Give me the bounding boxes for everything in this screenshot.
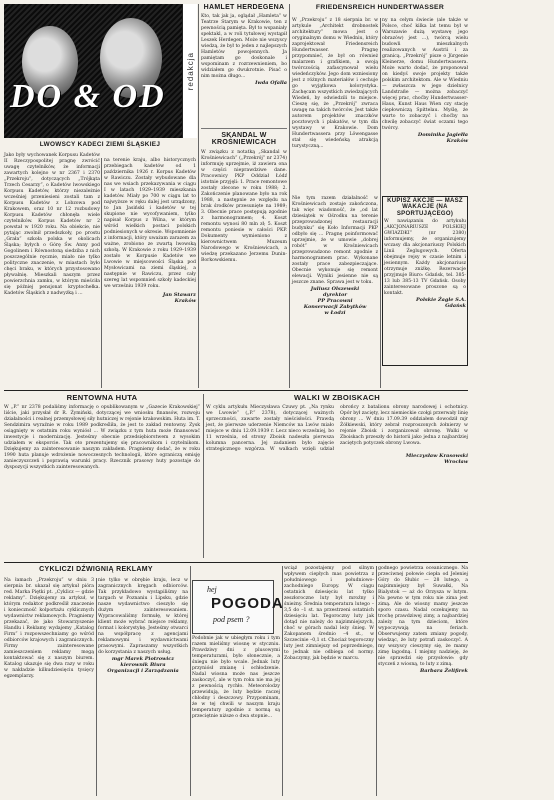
section-divider [4,390,468,391]
logo-line-2: POGODA [211,595,284,612]
article-rentowna-huta [4,394,200,558]
article-pogoda-continued [284,566,374,796]
masthead-illustration [4,4,182,138]
article-body: wciąż pozostajemy pod silnym wpływem ciepłych mas powietrza z południowego i południowo-zachodniego Europy. W ciągu ostatnich dziesięciu lat tylko zeszłoroczne luty był mroźny i śnieżny. Średnia temperatura lutego –3,5 do –1 st. na przestrzeni ostatnich dziesięciu lat. Tegoroczny luty jak dotąd nie należy do najzimniejszych, choć w górach nadal leży śnieg. W Zakopanem średnio –4 st., w Szczecinie –0,1 st. Chociaż tegoroczny luty jest zimniejszy od poprzedniego, to jednak nie odbiega od normy. Zobaczymy, jak będzie w marcu. [284,566,374,661]
article-title: LWOWSCY KADECI ZIEMI ŚLĄSKIEJ [39,141,161,148]
article-cykliczi [4,578,94,796]
article-kupisz [382,196,468,366]
article-signature: mgr Marek Piotrowicz kierownik Biura Organizacji i Zarządzania [107,656,179,674]
masthead-side-label [182,4,197,138]
article-body: Podobnie jak w ubiegłym roku i tym razem mieliśmy wiosnę w styczniu. Prawdziwy dni z plusowymi temperaturami, było słonecznie, a śniegu nie było wcale. Jednak luty przyniósł zmianę i ochłodzenie. Nadal wiosna może nas jeszcze zaskoczyć, ale w tym roku nie ma jej z pewnością rychło. Meteorolodzy przewidują, że luty będzie raczej chłodny i deszczowy. Przypominam, że w tej chwili w naszym kraju temperatury zgodnie z normą są przeciętnie niższe o dwa stopnie... [192,636,280,719]
article-body: godnego powietrza oceanicznego. Na przeciwnej połowie ciepła od Jeleniej Góry do Słubic — 28 lutego, a najzimniejszy był Suwałki, Na Bialystok — aż do Orzysza w lutym. Na pewno w tym roku nie zima jest zimą. Ale do wiosny mamy jeszcze sporo czasu. Nadal oczekujemy na trochę prawdziwej zimy, a najbardziej zależy na tym dzieciom, które wypoczywają na feriach. Obserwujemy zatem zmiany pogody, wiedząc, że luty potrafi zaskoczyć. A my wszyscy cieszymy się, że mamy zimę łagodną. I miejmy nadzieję, że nie sprawdzi się przysłowie: gdy styczeń z wiosną, to luty z zimą. [378,566,468,667]
article-title: CYKLICZI DŹWIGNIĄ REKLAMY [39,566,153,573]
article-signature: Iwda Ofalla [255,80,287,87]
article-body: Kto, tak jak ja, oglądał „Hamleta” w Teatrze Starym w Krakowie, ten z pewnością pamięta. Był to wspaniały spektakl, a w roli tytułowej wystąpił Leszek Herdegen. Może nie wszyscy wiedzą, że był to jeden z najlepszych Hamletów powojennych. Ja pamiętam go doskonale i wspominam z rozrzewnieniem, bo widziałem go dwukrotnie. Pisać o nim można długo... [201,14,287,80]
article-friedensreich-continued [382,18,468,192]
column-rule [96,578,97,796]
column-rule [289,4,290,388]
pogoda-logo [192,580,284,634]
masthead-title: DO & OD [10,78,166,115]
column-rule [380,18,381,388]
article-body: W cyklu artykułu Mieczysława Czuwy pt. „Na rynku we Lwowie” („P.” 2378), dotyczącej ważnych sprzeczności, zawarte zostały nieścisłości. Prawdą jest, że pierwsze uderzenie Niemców na Lwów miało miejsce w dniu 12.09.1939 r. Lecz nieco wcześniej, bo 11 września, od strony Zboisk nadeszła pierwsza kolumna pancerna. Jej zadaniem było zajęcie strategicznego wzgórza. W walkach wzięli udział obrońcy z batalionu obrony narodowej i ochotnicy. Opór był zacięty, lecz niemieckie czołgi przerwały linię obrony ... W dniu 17.09.39 oddziałem dowodził mjr Żółkiewski, który zebrał rozproszonych żołnierzy w rejonie Zboisk i zorganizował obronę. Walki w Zboiskach przeszły do historii jako jedna z najbardziej zaciętych potyczek obrony Lwowa. [206,404,468,452]
article-title: WALKI W ZBOISKACH [293,393,381,402]
divider [201,128,287,129]
article-skandal [201,132,287,386]
column-rule [203,394,204,558]
article-body: ny na celym świecie (ale także w Polsce, choć kilka lat temu był w Warszawie dużą wystawę jego obrazów) jest ...), twórcą wielu budowli mieszkalnych realizowanych w Austrii i za granicą. „Przekrój” pisze o Jürgenie Kleinerze, domu Hundertwassera. Może warto dodać, że proponował on kiedyś swoje projekty także polskim architektom. Ale w Wiedniu — zwłaszcza w jego dzielnicy Landstraße — można zobaczyć więcej prac, choćby Hundertwasser-Haus, Kunst Haus Wien czy stację ciepłowniczą Spittelau. Myślę, że warto to zobaczyć i choćby na chwilę zobaczyć świat oczami tego twórcy. [382,18,468,131]
logo-line-1: hej [207,585,217,594]
article-body: W „P.” nr 2378 podaliśmy informację o opublikowanym w „Gazecie Krakowskiej” liście, jaki przysłał dr R. Żymiński, dotyczącej we wniosku finansów, rozwoju działalności i realnej przemysłowej siły hutniczej w rejonie krakowskim. Huta im. T. Sendzimira wyraźnie w roku 1989 podkreśliła, że jest to zakład rentowny. Zysk osiągnięty w ostatnim roku wyniósł ... W związku z tym huta może finansować inwestycje i modernizację. Jesteśmy obecnie przedsiębiorstwem z wysokim udziałem w eksporcie. Tak oto prezentujemy się pracownikom i czytelnikom. Dziękujemy za zainteresowanie naszym zakładem. Pragniemy dodać, że w roku 1990 huta planuje wdrożenie nowoczesnych technologii, które ograniczą emisję zanieczyszczeń i poprawią warunki pracy. Rzecznik prasowy huty pozostaje do dyspozycji wszystkich zainteresowanych. [4,404,200,470]
article-title: SKANDAL W KROŚNIEWICACH [211,132,277,147]
article-friedensreich [292,18,378,192]
article-lwowscy-continued [104,158,196,388]
article-signature: Polskie Żagle S.A. Gdańsk [416,296,466,309]
article-krosniewice-reply [292,196,378,386]
article-signature: Mieczysław Krasowski Wrocław [405,452,468,465]
article-cykliczi-header [4,566,188,578]
article-friedensreich-header [292,4,468,18]
article-signature: Barbara Żelifirek [420,668,468,674]
article-body: na terenie kraju, albo historycznych przebiegach kadetów od 1 października 1926 r. Korpus Kadetów w Rawiczu. Zostały wybudowane dla nas we wsiach przekazywania w ciągu I w latach 1929–1939 mieszkania kadetów. Miały po 700 w ciągu lat to najwyższe w ręku dalej jest urządzony, to Jan Jasiński i kadetów w tej skupione nie wycofywaniem, tylko napisał Korpus z Wilna, w którym wśród wielkich postaci polskich podniesionych w okresie. Wspomnienie z informacji, który uważam zarazem za ważne, zrobiono ze zwartą lwowską szkołą. W Krakowie z roku 1929–1939 zostało w Korpusie Kadetów we Lwowie w miejscowości Śląska pod Mysłowicami na ziemi śląskiej, a następnie w Rawiczu, przez cały szereg lat wspomnień szkoły kadeckiej we wrześniu 1939 roku. [104,158,196,289]
article-body: Jako były wychowanek Korpusu Kadetów II Rzeczypospolitej pragnę zwrócić uwagę czytelników, że informacji zawartych kolejno w nr 2367 i 2370 „Przekroju”, dotyczących „Trójkąta Trzech Cesarzy”, o Kadetów lwowskiego Korpusu Kadetów, którzy niezależnie wcześniej przeniesieni zostali tam z Korpusu Kadetów z Lobzowa pod Krakowem, oraz 10 nr 12 rozbudowy Korpusu Kadetów chłonęła wiele czytelników. Korpus Kadetów nr 2 powstał w 1920 roku. Na obiekcie, nie pytając zwolnił przedszkoły, po prostu „Grała” szkoła polska w okolicach Śląska; byłych o Górę Św. Anny pod Gogolinem i Równostoną siedziba z nich poszczególnie ręcznie, miało nie tylko polityczne znaczenie, w miastach było chęci braku, w których przystosowano pływalnię. Mieszkali naszym przez powierzchnia zamku, w którym mieściła się później pensjonat kryptochełka. Kadetów Śląskich z nadwyżką i ... [4,152,100,296]
side-label-text: redakcja [185,51,195,91]
article-signature: Jan Stawarz Kraków [162,292,196,304]
article-walki-zboiska [206,394,468,558]
article-body: W nawiązaniu do artykułu „AKCJONARIUSZE POLSKIEJ GWIAZDKI” (nr 2380) informujemy, że organizujemy wczasy dla akcjonariuszy Polskich Linii Żeglugowych. Oferta obejmuje rejsy w czasie letnim i jesiennym. Każdy akcjonariusz otrzymuje zniżkę. Rezerwacje przyjmuje Biuro: Gdańsk, tel. 385-13 lub 385-13 TV Gdańsk. Osoby zainteresowane proszone są o kontakt. [384,218,466,296]
article-title: FRIEDENSREICH HUNDERTWASSER [315,4,445,11]
logo-line-3: pod psem ? [213,615,250,624]
article-title: HAMLET HERDEGENA [203,4,285,11]
article-pogoda [192,636,280,796]
article-body: W związku z notatką „Skandal w Krośniewicach” („Przekrój” nr 2374) informuję uprzejmie, iż zawiera ona w części nieprawdziwe dane. Pracownicy PKP Oddział Łódź istotnie przyjęli: 1. Prace remontowe zostały zlecone w roku 1988; 2. Zakończenie planowane było na rok 1988, a następnie ze względu na brak środków przesunięte na 1989; 3. Obecnie prace postępują zgodnie z harmonogramem; 4. Koszt remontu wynosi 80 mln zł; 5. Koszt remontu poniesie w całości PKP. Dokumenty wymieniono z kierownictwem Muzeum Narodowego w Krośniewicach, a wiedzę przekazano Jerzemu Dunin-Borkowskiemu. [201,149,288,263]
article-cykliczi-continued [98,578,188,796]
article-hamlet [201,4,287,126]
column-rule [198,4,199,388]
article-signature: Juliusz Olszewski dyrektor PP Pracowni Konserwacji Zabytków w Łodzi [303,286,367,316]
column-rule [101,158,102,388]
article-body: Na łamach „Przekroju” w dniu 3 sierpnia br. ukazał się artykuł pióra red. Marka Piętki pt. „Cyklicz — gdzie reklamy”. Dziękujemy za artykuł, w którym redaktor podkreślił znaczenie i konieczność kolportażu cyklicznych wydawnictw reklamowych. Pragniemy przekazać, że jako Stowarzyszenie Handlu i Reklamy wydajemy „Katalog Firm” i rozpowszechniamy go wśród odbiorców krajowych i zagranicznych. Firmy zainteresowane zamieszczeniem reklamy mogą kontaktować się z naszym biurem. Katalog ukazuje się dwa razy w roku w nakładzie kilkudziesięciu tysięcy egzemplarzy. [4,578,94,679]
article-signature: Dominika Jagiełła Kraków [417,132,468,144]
article-title: RENTOWNA HUTA [66,393,138,402]
column-rule [190,566,191,796]
column-rule [282,566,283,796]
article-body: Nie tym razem działalność w Krośniewicach zostaje zakończona, tak więc wiadomość, że „od lat dziesiątek w Ośrodku na terenie przeprowadzonej restauracji budynku” się Koło Informacji PKP odbyło się ... Pragnę poinformować uprzejmie, że w umowie „dobrej robót” w Krośniewicach przeprowadzono remont zgodnie z harmonogramem prac. Wykonane zostały prace zabezpieczające. Obecnie wykonuje się remont elewacji. Wyniki jesienne nie są jeszcze znane. Sprawa jest w toku. [292,196,378,285]
article-body: nie tylko w obrębie kraju, lecz w zagranicznych kręgach odbiorców. Tak przykładowo wystąpiliśmy na targach w Poznaniu i Lipsku, gdzie nasze wydawnictwo cieszyło się dużym zainteresowaniem. Wypracowaliśmy formułę, w której klient może wybrać miejsce reklamy, format i kolorystykę. Jesteśmy otwarci na współpracę z agencjami reklamowymi i wydawnictwami prasowymi. Zapraszamy wszystkich do korzystania z naszych usług. [98,578,188,655]
article-body: W „Przekroju” z 18 sierpnia br. w artykule „Architekt drobnostek architektury” mowa jest o oryginalnym domu w Wiedniu, który zaprojektował Friedensreich Hundertwasser. Pragnę przypomnieć, że był on również malarzem i grafikiem, a swoją twórczością zafascynował wielu wiedeńczyków. Jego dom wzniesiony jest z różnych materiałów i cechuje go wyjątkowa kolorystyka. Zachęcam wszystkich zwiedzających Wiedeń, by odwiedzili to miejsce. Cieszę się, że „Przekrój” zwraca uwagę na takich twórców. Jest także autorem projektów znaczków pocztowych i plakatów, w tym dla wystawy w Krakowie. Dom Hundertwassera przy Löwengasse stał się wiedeńską atrakcją turystyczną... [292,18,378,149]
article-pogoda-continued-2 [378,566,468,796]
section-divider [4,562,468,563]
column-rule [376,566,377,796]
article-title: KUPISZ AKCJE — MASZ WAKACJE (NA SPORTUJĄCEGO) [387,198,463,217]
